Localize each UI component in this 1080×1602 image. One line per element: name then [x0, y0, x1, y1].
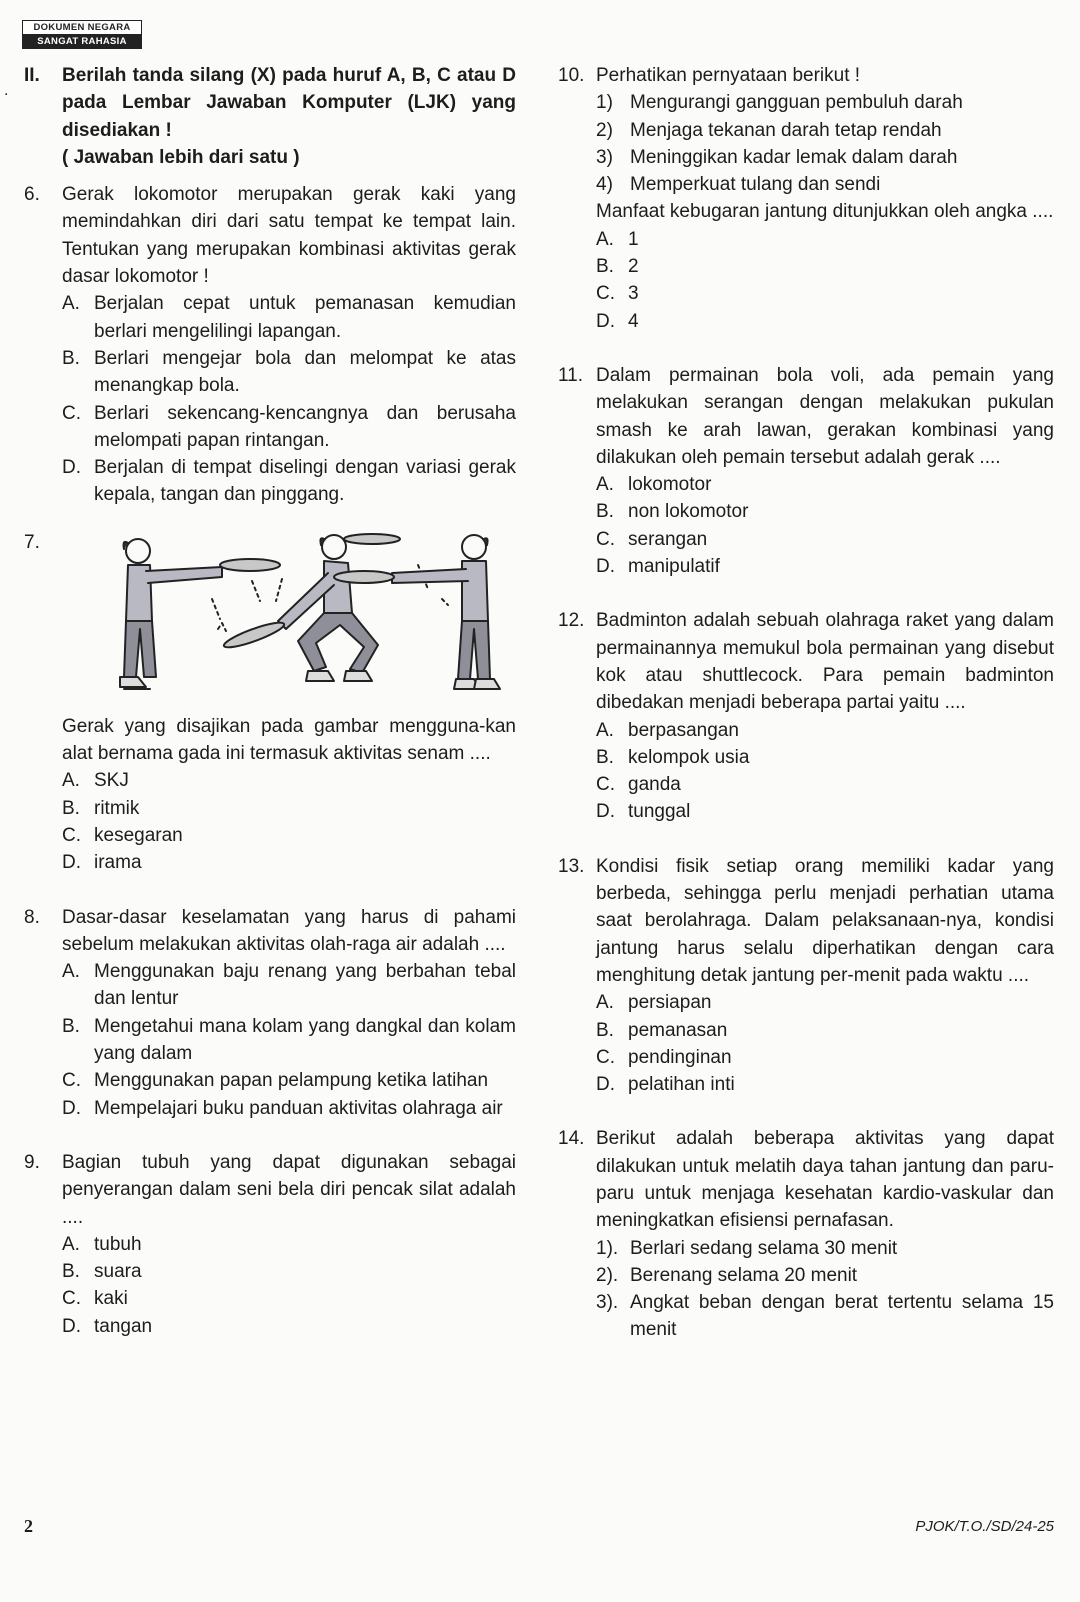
option-text: 3 [628, 283, 639, 305]
question-number: 14. [558, 1128, 585, 1150]
option-text: irama [94, 852, 142, 874]
option-letter: B. [62, 1261, 80, 1283]
statement-text: Meninggikan kadar lemak dalam darah [630, 146, 958, 168]
option-letter: A. [596, 719, 614, 741]
question-number: 7. [24, 531, 40, 553]
option-text: tangan [94, 1315, 153, 1337]
option-text: pendinginan [628, 1046, 732, 1068]
option-text: pemanasan [628, 1019, 728, 1041]
option-letter: B. [62, 1015, 80, 1037]
statement-text: Berlari sedang selama 30 menit [630, 1237, 898, 1259]
option-text: tunggal [628, 801, 691, 823]
option-d[interactable] [596, 553, 1054, 580]
question-number: 13. [558, 855, 585, 877]
option-letter: C. [62, 1288, 81, 1310]
statement-number: 2) [596, 119, 613, 141]
option-letter: D. [62, 1097, 81, 1119]
statement-text: Memperkuat tulang dan sendi [630, 174, 881, 196]
option-c[interactable] [62, 1067, 516, 1094]
question-text: Berikut adalah beberapa aktivitas yang dapat dilakukan untuk melatih daya tahan jantung dan paru-paru untuk menjaga kesehatan kardio-vaskular dan meningkatkan efisiensi pernafasan. [596, 1128, 1054, 1232]
question-text: Badminton adalah sebuah olahraga raket yang dalam permainannya memukul bola permainan yang disebut kok atau shuttlecock. Para pemain badminton dibedakan menjadi beberapa partai yaitu .... [596, 610, 1054, 714]
option-b[interactable] [62, 345, 516, 400]
statement-2 [596, 117, 1054, 144]
statement-number: 3) [596, 146, 613, 168]
option-a[interactable] [596, 471, 1054, 498]
option-text: Berlari sekencang-kencangnya dan berusaha melompati papan rintangan. [94, 402, 516, 451]
option-letter: B. [596, 1019, 614, 1041]
option-d[interactable] [62, 849, 516, 876]
statement-text: Angkat beban dengan berat tertentu selama 15 menit [630, 1292, 1054, 1341]
stamp-line-1: DOKUMEN NEGARA [23, 21, 141, 35]
option-text: 1 [628, 228, 639, 250]
option-letter: C. [62, 824, 81, 846]
margin-mark: . [4, 82, 9, 99]
question-prompt: Manfaat kebugaran jantung ditunjukkan oleh angka .... [596, 201, 1054, 223]
document-code: PJOK/T.O./SD/24-25 [915, 1518, 1054, 1535]
option-text: kaki [94, 1288, 128, 1310]
question-text: Dasar-dasar keselamatan yang harus di pahami sebelum melakukan aktivitas olah-raga air adalah .... [62, 906, 516, 955]
option-letter: A. [596, 228, 614, 250]
statement-number: 2). [596, 1264, 619, 1286]
option-letter: D. [62, 457, 81, 479]
question-11 [558, 362, 1054, 580]
option-text: non lokomotor [628, 501, 749, 523]
statement-4 [596, 171, 1054, 198]
option-a[interactable] [596, 717, 1054, 744]
option-c[interactable] [596, 771, 1054, 798]
option-text: Berjalan di tempat diselingi dengan variasi gerak kepala, tangan dan pinggang. [94, 457, 516, 506]
exercise-figures-icon [102, 529, 502, 713]
question-number: 10. [558, 65, 585, 86]
option-text: kelompok usia [628, 746, 750, 768]
option-text: Mengetahui mana kolam yang dangkal dan kolam yang dalam [94, 1015, 516, 1065]
statement-1 [596, 1235, 1054, 1262]
option-b[interactable] [596, 498, 1054, 525]
instruction-note: ( Jawaban lebih dari satu ) [62, 146, 300, 168]
option-text: serangan [628, 528, 708, 550]
option-text: Berlari mengejar bola dan melompat ke atas menangkap bola. [94, 347, 516, 397]
statement-number: 3). [596, 1292, 619, 1314]
option-a[interactable] [62, 290, 516, 345]
instruction-text: Berilah tanda silang (X) pada huruf A, B, C atau D pada Lembar Jawaban Komputer (LJK) yang disediakan ! [62, 65, 516, 141]
question-text: Dalam permainan bola voli, ada pemain yang melakukan serangan dengan melakukan pukulan smash ke arah lawan, gerakan kombinasi yang dilakukan oleh pemain tersebut adalah gerak .... [596, 364, 1054, 468]
option-text: Menggunakan baju renang yang berbahan tebal dan lentur [94, 961, 516, 1010]
question-text: Gerak lokomotor merupakan gerak kaki yang memindahkan diri dari satu tempat ke tempat lain. Tentukan yang merupakan kombinasi aktivitas gerak dasar lokomotor ! [62, 184, 516, 288]
question-8 [24, 904, 516, 1122]
section-instruction [24, 62, 516, 171]
question-13 [558, 853, 1054, 1099]
statement-number: 1) [596, 92, 613, 114]
option-letter: A. [596, 474, 614, 496]
option-letter: B. [596, 501, 614, 523]
option-text: Menggunakan papan pelampung ketika latihan [94, 1070, 489, 1092]
option-text: ritmik [94, 797, 140, 819]
question-number: 9. [24, 1151, 40, 1173]
option-letter: C. [62, 1070, 81, 1092]
option-letter: C. [596, 774, 615, 796]
option-a[interactable] [596, 226, 1054, 253]
option-text: lokomotor [628, 474, 712, 496]
option-c[interactable] [596, 1044, 1054, 1071]
option-c[interactable] [596, 280, 1054, 307]
option-d[interactable] [596, 798, 1054, 825]
statement-2 [596, 1262, 1054, 1289]
option-d[interactable] [62, 454, 516, 509]
option-letter: B. [596, 746, 614, 768]
option-b[interactable] [62, 795, 516, 822]
option-text: 4 [628, 310, 639, 332]
option-text: berpasangan [628, 719, 739, 741]
option-d[interactable] [596, 1071, 1054, 1098]
option-letter: A. [596, 992, 614, 1014]
option-text: tubuh [94, 1233, 142, 1255]
option-letter: D. [596, 801, 615, 823]
question-12 [558, 607, 1054, 825]
option-letter: D. [62, 852, 81, 874]
option-letter: A. [62, 293, 80, 315]
option-letter: D. [596, 310, 615, 332]
option-d[interactable] [62, 1313, 516, 1340]
question-number: 6. [24, 184, 40, 206]
question-text: Kondisi fisik setiap orang memiliki kadar yang berbeda, sehingga perlu menjadi perhatian utama saat berolahraga. Dalam pelaksanaan-nya, kondisi jantung harus selalu diperhatikan dengan cara menghitung detak jantung per-menit pada waktu .... [596, 855, 1054, 986]
option-letter: D. [596, 556, 615, 578]
option-a[interactable] [596, 989, 1054, 1016]
statement-text: Menjaga tekanan darah tetap rendah [630, 119, 942, 141]
question-text: Gerak yang disajikan pada gambar mengguna-kan alat bernama gada ini termasuk aktivitas senam .... [62, 715, 516, 765]
option-letter: C. [596, 528, 615, 550]
option-d[interactable] [596, 308, 1054, 335]
option-letter: B. [62, 347, 80, 369]
option-letter: D. [596, 1074, 615, 1096]
statement-3 [596, 1289, 1054, 1344]
option-text: Mempelajari buku panduan aktivitas olahraga air [94, 1097, 503, 1119]
question-text: Bagian tubuh yang dapat digunakan sebagai penyerangan dalam seni bela diri pencak silat adalah .... [62, 1151, 516, 1228]
option-letter: B. [62, 797, 80, 819]
option-a[interactable] [62, 1231, 516, 1258]
option-letter: C. [596, 283, 615, 305]
page-number: 2 [24, 1516, 33, 1536]
option-a[interactable] [62, 767, 516, 794]
gada-exercise-illustration [62, 529, 516, 713]
section-number: II. [24, 65, 40, 86]
question-10 [558, 62, 1054, 335]
option-b[interactable] [596, 253, 1054, 280]
question-text: Perhatikan pernyataan berikut ! [596, 65, 861, 86]
option-c[interactable] [62, 1285, 516, 1312]
option-c[interactable] [596, 526, 1054, 553]
option-text: persiapan [628, 992, 712, 1014]
right-column [558, 62, 1054, 1344]
option-letter: C. [596, 1046, 615, 1068]
statement-text: Berenang selama 20 menit [630, 1264, 858, 1286]
statement-number: 1). [596, 1237, 619, 1259]
option-text: ganda [628, 774, 681, 796]
option-letter: D. [62, 1315, 81, 1337]
option-letter: C. [62, 402, 81, 424]
question-7 [24, 529, 516, 877]
question-number: 8. [24, 906, 40, 928]
question-number: 11. [558, 364, 584, 386]
question-9 [24, 1149, 516, 1340]
option-text: kesegaran [94, 824, 183, 846]
option-c[interactable] [62, 400, 516, 455]
option-text: SKJ [94, 770, 129, 792]
option-letter: A. [62, 1233, 80, 1255]
option-text: manipulatif [628, 556, 720, 578]
stamp-line-2: SANGAT RAHASIA [23, 35, 141, 48]
question-number: 12. [558, 610, 585, 632]
classification-stamp [22, 20, 142, 49]
question-14 [558, 1125, 1054, 1343]
option-b[interactable] [62, 1013, 516, 1068]
left-column [24, 62, 516, 1340]
option-c[interactable] [62, 822, 516, 849]
option-b[interactable] [596, 1017, 1054, 1044]
option-text: pelatihan inti [628, 1074, 735, 1096]
option-letter: A. [62, 770, 80, 792]
option-letter: A. [62, 961, 80, 983]
statement-3 [596, 144, 1054, 171]
statement-1 [596, 89, 1054, 116]
option-text: suara [94, 1261, 142, 1283]
option-d[interactable] [62, 1095, 516, 1122]
option-letter: B. [596, 256, 614, 278]
option-text: Berjalan cepat untuk pemanasan kemudian berlari mengelilingi lapangan. [94, 293, 516, 342]
statement-number: 4) [596, 174, 613, 196]
option-b[interactable] [596, 744, 1054, 771]
option-text: 2 [628, 256, 639, 278]
statement-text: Mengurangi gangguan pembuluh darah [630, 92, 963, 114]
question-6 [24, 181, 516, 509]
option-a[interactable] [62, 958, 516, 1013]
option-b[interactable] [62, 1258, 516, 1285]
